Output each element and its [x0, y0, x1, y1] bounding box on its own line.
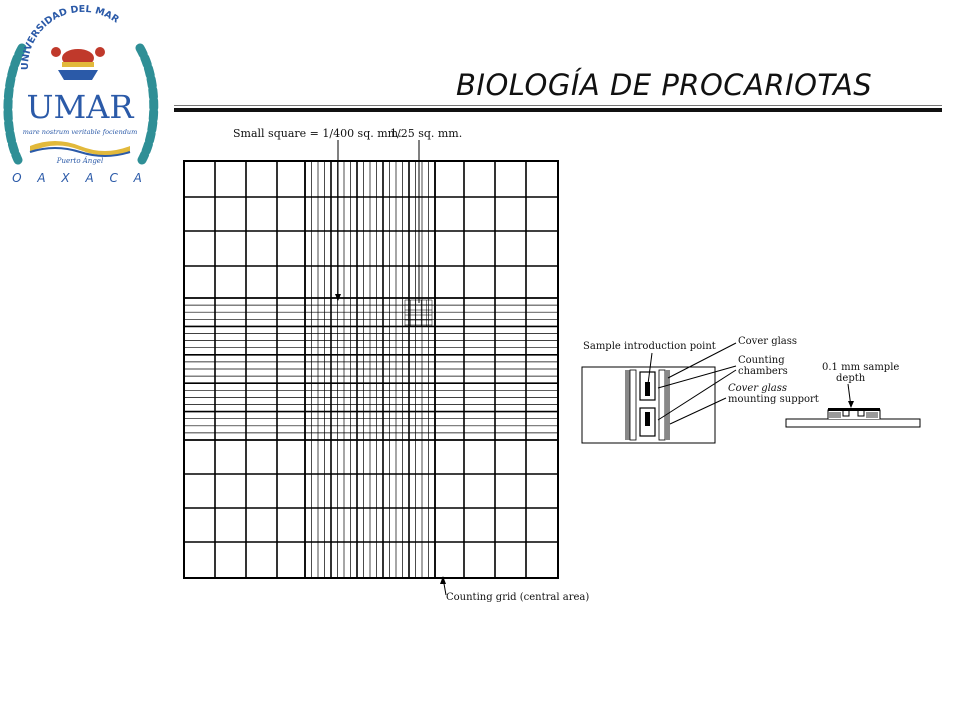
mounting-support-label-1: Cover glass	[728, 383, 788, 394]
mounting-support-label-2: mounting support	[728, 394, 819, 405]
medium-square-label: 1/25 sq. mm.	[390, 127, 463, 140]
logo-campus: Puerto Ángel	[56, 157, 104, 165]
counting-chambers-label-2: chambers	[738, 366, 788, 377]
counting-grid-label: Counting grid (central area)	[446, 592, 590, 603]
logo-initials: UMAR	[26, 88, 134, 126]
sample-depth-label-2: depth	[836, 373, 866, 384]
counting-grid	[184, 161, 558, 578]
sample-depth-label-1: 0.1 mm sample	[822, 362, 900, 373]
grid-frame	[184, 161, 558, 578]
logo-motto: mare nostrum veritable fociendum	[22, 128, 138, 136]
logo-state-letters: O A X A C A	[12, 171, 148, 185]
small-square-label: Small square = 1/400 sq. mm.	[233, 127, 402, 140]
slide-title: BIOLOGÍA DE PROCARIOTAS	[456, 68, 873, 102]
cover-glass-label: Cover glass	[738, 336, 798, 347]
logo-arc-text: UNIVERSIDAD DEL MAR	[19, 3, 121, 71]
counting-chambers-label-1: Counting	[738, 355, 785, 366]
chamber-side-view	[786, 408, 920, 427]
sample-point-label: Sample introduction point	[583, 341, 716, 352]
sample-depth-arrowhead	[848, 401, 854, 408]
